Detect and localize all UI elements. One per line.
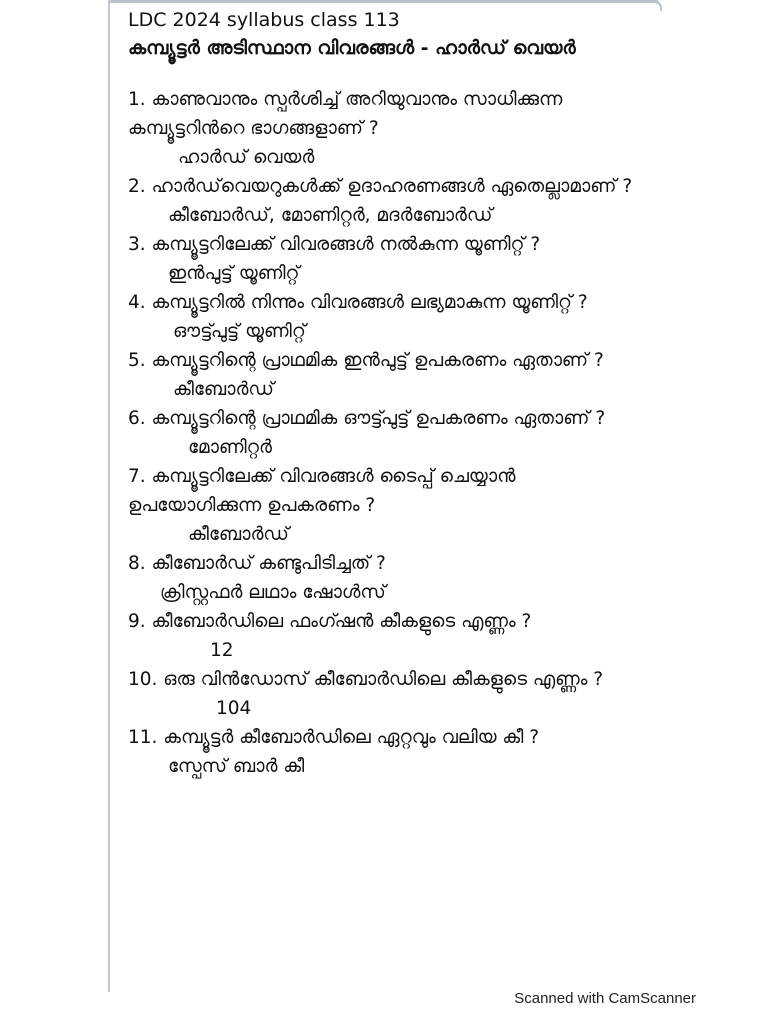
document-content [128,8,648,781]
page-top-right-corner [650,0,662,11]
question-text: 7. കമ്പ്യൂട്ടറിലേക്ക് വിവരങ്ങൾ ടൈപ്പ് ചെയ്യാൻ ഉപയോഗിക്കുന്ന ഉപകരണം ? [128,466,516,516]
question-text: 3. കമ്പ്യൂട്ടറിലേക്ക് വിവരങ്ങൾ നൽകുന്ന യൂണിറ്റ് ? [128,234,541,255]
answer-text: ഇൻപുട്ട് യൂണിറ്റ് [168,263,300,284]
answer-text: ക്രിസ്റ്റഫർ ലഥാം ഷോൾസ് [160,582,386,603]
question-item [128,404,648,462]
question-text: 6. കമ്പ്യൂട്ടറിന്റെ പ്രാഥമിക ഔട്ട്പുട്ട് ഉപകരണം ഏതാണ് ? [128,408,606,429]
question-text: 5. കമ്പ്യൂട്ടറിന്റെ പ്രാഥമിക ഇൻപുട്ട് ഉപകരണം ഏതാണ് ? [128,350,604,371]
page-title: കമ്പ്യൂട്ടർ അടിസ്ഥാന വിവരങ്ങൾ - ഹാർഡ് വെയർ [128,37,576,59]
question-text: 9. കീബോർഡിലെ ഫംഗ്ഷൻ കീകളുടെ എണ്ണം ? [128,611,532,632]
question-item [128,665,648,723]
question-item [128,288,648,346]
question-text: 2. ഹാർഡ്‌വെയറുകൾക്ക് ഉദാഹരണങ്ങൾ ഏതെല്ലാമാണ് ? [128,176,633,197]
question-item [128,172,648,230]
answer-text: 104 [216,698,252,719]
question-item [128,346,648,404]
page-left-border [108,0,110,992]
page-top-border [110,0,658,3]
question-text: 10. ഒരു വിൻഡോസ് കീബോർഡിലെ കീകളുടെ എണ്ണം ? [128,669,604,690]
answer-text: ഔട്ട്പുട്ട് യൂണിറ്റ് [173,321,306,342]
question-item [128,462,648,549]
answer-text: സ്പേസ് ബാർ കീ [168,756,305,777]
answer-text: കീബോർഡ് [173,379,274,400]
question-text: 11. കമ്പ്യൂട്ടർ കീബോർഡിലെ ഏറ്റവും വലിയ കീ ? [128,727,540,748]
scanner-watermark: Scanned with CamScanner [514,990,696,1007]
question-item [128,549,648,607]
question-item [128,85,648,172]
answer-text: കീബോർഡ് [188,524,289,545]
question-text: 8. കീബോർഡ് കണ്ടുപിടിച്ചത് ? [128,553,386,574]
answer-text: കീബോർഡ്, മോണിറ്റർ, മദർബോർഡ് [168,205,493,226]
question-item [128,607,648,665]
question-text: 4. കമ്പ്യൂട്ടറിൽ നിന്നും വിവരങ്ങൾ ലഭ്യമാകുന്ന യൂണിറ്റ് ? [128,292,588,313]
question-list [128,85,648,781]
spacer [128,62,648,85]
question-item [128,723,648,781]
answer-text: 12 [210,640,234,661]
question-item [128,230,648,288]
answer-text: മോണിറ്റർ [188,437,272,458]
answer-text: ഹാർഡ് വെയർ [178,147,315,168]
question-text: 1. കാണുവാനും സ്പർശിച്ച് അറിയുവാനും സാധിക്കുന്ന കമ്പ്യൂട്ടറിൻറെ ഭാഗങ്ങളാണ് ? [128,89,563,139]
header-line: LDC 2024 syllabus class 113 [128,9,400,31]
